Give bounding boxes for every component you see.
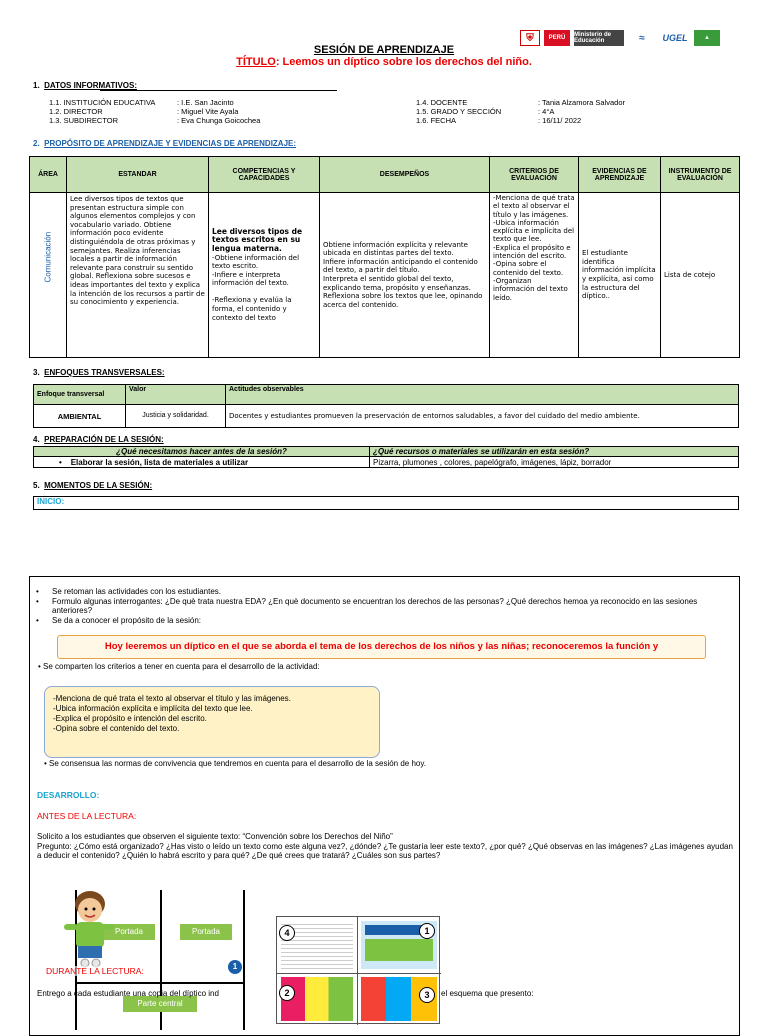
area-cell: Comunicación (30, 193, 67, 358)
competencias-cell: Lee diversos tipos de textos escritos en su lengua materna. -Obtiene información del texto escrito. -Infiere e interpreta información del texto. -Reflexiona y evalúa la forma, el contenido y contexto del texto (209, 193, 320, 358)
col-header: INSTRUMENTO DE EVALUACIÓN (661, 157, 740, 193)
session-subtitle: TÍTULO: Leemos un díptico sobre los derechos del niño. (236, 56, 532, 68)
number-badge: 3 (419, 987, 435, 1003)
desempenos-cell: Obtiene información explícita y relevante ubicada en distintas partes del texto. Infiere información anticipando el contenido del texto, a partir del título. Interpreta el sentido global del texto, explicando tema, propósito y enseñanzas. Reflexiona sobre los textos que lee, opinando acerca del contenido. (320, 193, 490, 358)
diptico-image (276, 916, 440, 1024)
estandar-cell: Lee diversos tipos de textos que presentan estructura simple con algunos elementos complejos y con vocabulario variado. Obtiene información poco evidente distinguiéndola de otras próximas y semejantes. Realiza inferencias locales a partir de información relevante para construir su sentido global. Reflexiona sobre sucesos e ideas importantes del texto y explica la intención de los recursos a partir de su conocimiento y experiencia. (67, 193, 209, 358)
instrumento-cell: Lista de cotejo (661, 193, 740, 358)
datos-row: 1.3. SUBDIRECTOR : Eva Chunga Goicochea (49, 116, 261, 125)
section-enfoques-heading: 3. ENFOQUES TRANSVERSALES: (33, 368, 165, 377)
datos-row: 1.4. DOCENTE : Tania Alzamora Salvador (416, 98, 625, 107)
preparacion-cell: • Elaborar la sesión, lista de materiales a utilizar (34, 457, 370, 468)
list-item: • Se comparten los criterios a tener en cuenta para el desarrollo de la actividad: (38, 662, 320, 671)
number-badge: 1 (419, 923, 435, 939)
bullet-list (36, 587, 736, 625)
purpose-box: Hoy leeremos un díptico en el que se aborda el tema de los derechos de los niños y las niñas; reconoceremos la función y (57, 635, 706, 659)
proposito-table (29, 156, 740, 358)
boy-illustration (58, 886, 122, 970)
col-header: DESEMPEÑOS (320, 157, 490, 193)
section-preparacion-heading: 4. PREPARACIÓN DE LA SESIÓN: (33, 435, 164, 444)
list-item: • Se da a conocer el propósito de la sesión: (36, 615, 201, 625)
parte-central-label: Parte central (123, 996, 197, 1012)
number-badge: 2 (279, 985, 295, 1001)
criteria-item: -Opina sobre el contenido del texto. (53, 724, 180, 733)
entrego-text: Entrego a cada estudiante una copia del díptico ind (37, 989, 219, 998)
section-momentos-heading: 5. MOMENTOS DE LA SESIÓN: (33, 481, 153, 490)
col-header: Valor (126, 385, 226, 405)
datos-row: 1.2. DIRECTOR : Miguel Vite Ayala (49, 107, 239, 116)
number-badge: 4 (279, 925, 295, 941)
datos-row: 1.6. FECHA : 16/11/ 2022 (416, 116, 582, 125)
divider (100, 90, 337, 91)
criteria-box (44, 686, 380, 758)
section-proposito-heading: 2. PROPÓSITO DE APRENDIZAJE Y EVIDENCIAS DE APRENDIZAJE: (33, 139, 297, 148)
col-header: ¿Qué recursos o materiales se utilizarán en esta sesión? (370, 447, 739, 457)
list-item: • Se retoman las actividades con los estudiantes. (36, 587, 221, 596)
wave-logo-icon: ≈ (628, 30, 656, 46)
col-header: EVIDENCIAS DE APRENDIZAJE (579, 157, 661, 193)
portada-label: Portada (180, 924, 232, 940)
diptico-divider (75, 982, 245, 984)
criteria-item: -Ubica información explícita e implícita del texto que lee. (53, 704, 253, 713)
datos-left (49, 98, 260, 125)
evidencias-cell: El estudiante identifica información implícita y explícita, así como la estructura del díptico.. (579, 193, 661, 358)
antes-lectura-heading: ANTES DE LA LECTURA: (37, 811, 137, 821)
criteria-item: -Menciona de qué trata el texto al observar el título y las imágenes. (53, 694, 291, 703)
instructions-paragraph: Solicito a los estudiantes que observen el siguiente texto: “Convención sobre los Derechos del Niño” Pregunto: ¿Cómo está organizado? ¿Has visto o leído un texto como este alguna vez?, ¿dónde? ¿Te gustaría leer este texto?, ¿por qué? ¿Qué observas en las imágenes? ¿Las imágenes ayudan a deducir el contenido? ¿Quién lo habrá escrito y para qué? ¿De qué crees que tratará? ¿Cuáles son sus partes? (37, 832, 733, 860)
entrego-text-continued: el esquema que presento: (441, 989, 534, 998)
col-header: ESTANDAR (67, 157, 209, 193)
actitudes-cell: Docentes y estudiantes promueven la preservación de entornos saludables, a favor del cuidado del medio ambiente. (226, 405, 739, 428)
minedu-logo: Ministerio de Educación (574, 30, 624, 46)
col-header: ÁREA (30, 157, 67, 193)
col-header: COMPETENCIAS Y CAPACIDADES (209, 157, 320, 193)
valor-cell: Justicia y solidaridad. (126, 405, 226, 428)
peru-shield-icon: ⛨ (520, 30, 540, 46)
list-item: • Formulo algunas interrogantes: ¿De què trata nuestra EDA? ¿En què documento se encuentran los derechos de las personas? ¿Qué derechos hemoa ya reconocido en las sesiones anteriores? (36, 596, 698, 615)
page-title: SESIÓN DE APRENDIZAJE (313, 44, 455, 56)
durante-lectura-heading: DURANTE LA LECTURA: (46, 966, 144, 976)
criterios-cell: -Menciona de qué trata el texto al observar el título y las imágenes. -Ubica información explícita e implícita del texto que lee. -Explica el propósito e intención del escrito. -Opina sobre el contenido del texto. -Organizan información del texto leído. (490, 193, 579, 358)
col-header: CRITERIOS DE EVALUACIÓN (490, 157, 579, 193)
ugel-emblem-icon: ▲ (694, 30, 720, 46)
ugel-logo: UGEL (660, 30, 690, 46)
datos-right (416, 98, 625, 125)
preparacion-table (33, 446, 739, 468)
datos-row: 1.5. GRADO Y SECCIÓN : 4°A (416, 107, 555, 116)
peru-logo: PERÚ (544, 30, 570, 46)
inicio-header: INICIO: (33, 496, 739, 510)
desarrollo-heading: DESARROLLO: (37, 790, 100, 800)
datos-row: 1.1. INSTITUCIÓN EDUCATIVA : I.E. San Jacinto (49, 98, 234, 107)
list-item: • Se consensua las normas de convivencia que tendremos en cuenta para el desarrollo de la sesión de hoy. (44, 759, 427, 768)
criteria-item: -Explica el propósito e intención del escrito. (53, 714, 207, 723)
enfoque-cell: AMBIENTAL (34, 405, 126, 428)
thumb-divider (277, 973, 441, 974)
number-badge: 1 (228, 960, 242, 974)
col-header: Actitudes observables (226, 385, 739, 405)
portada-label: Portada (103, 924, 155, 940)
thumb-cover-image (365, 939, 433, 961)
col-header: ¿Qué necesitamos hacer antes de la sesión? (34, 447, 370, 457)
section-datos-heading: 1. DATOS INFORMATIVOS: (33, 81, 138, 90)
thumb-divider (357, 917, 358, 1025)
enfoques-table (33, 384, 739, 428)
recursos-cell: Pizarra, plumones , colores, papelógrafo, imágenes, lápiz, borrador (370, 457, 739, 468)
col-header: Enfoque transversal (34, 385, 126, 405)
